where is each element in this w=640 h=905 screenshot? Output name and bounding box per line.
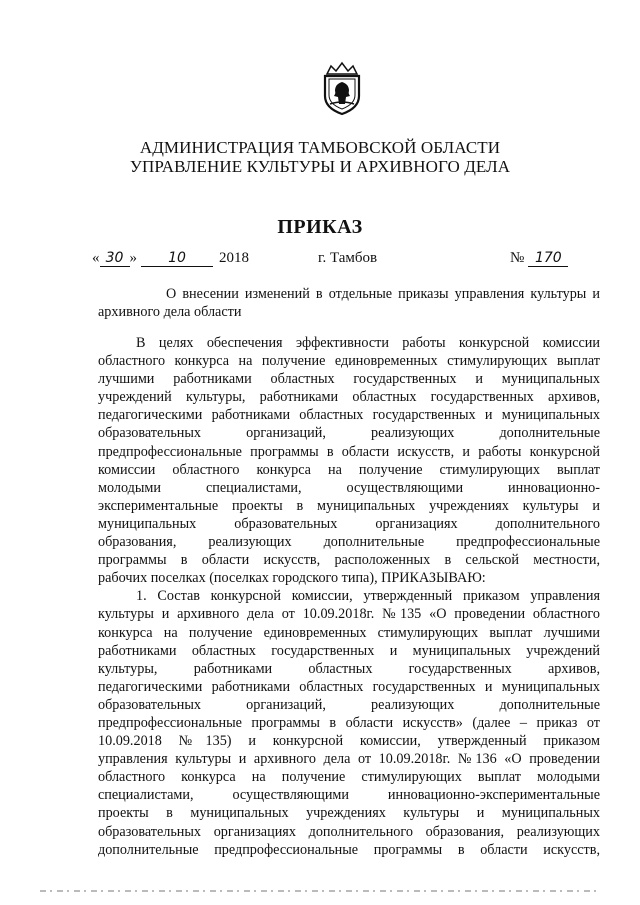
date-open-quote: « [92,250,100,266]
body-line: муниципальных образовательных организациях дополнительного [98,515,600,532]
body-line: предпрофессиональные программы в области искусств, и работы конкурсной [98,443,600,460]
body-line: экспериментальные проекты в муниципальных учреждениях культуры и [98,497,600,514]
body-line: предпрофессиональные программы в области искусств» (далее – приказ от [98,714,600,731]
tambov-coat-of-arms-icon [319,60,365,116]
date-close-quote: » [129,250,137,266]
org-name-line-1: АДМИНИСТРАЦИЯ ТАМБОВСКОЙ ОБЛАСТИ [139,138,501,157]
body-line: 10.09.2018 №135) и конкурсной комиссии, утвержденный приказом [98,733,600,750]
subject-line: О внесении изменений в отдельные приказы управления культуры и [166,286,600,302]
number-value: 170 [528,250,568,267]
body-line: программы в области искусств, расположенных в сельской местности, [98,552,600,569]
body-line: работниками областных государственных и муниципальных учреждений [98,642,600,659]
body-line: специалистами, осуществляющими инновационно-экспериментальные [98,787,600,804]
body-line: лучшими работниками областных государственных и муниципальных [98,371,600,388]
body-line: областного конкурса на получение стимулирующих выплат молодыми [98,769,600,786]
body-line: комиссии областного конкурса на получение стимулирующих выплат [98,461,600,478]
body-line: областного конкурса на получение единовременных стимулирующих выплат [98,353,600,370]
order-number [510,250,568,267]
body-line: культуры и архивного дела от 10.09.2018г. №135 «О проведении областного [98,606,600,623]
order-body [98,334,600,859]
body-line: В целях обеспечения эффективности работы конкурсной комиссии [136,335,600,351]
org-name-line-2: УПРАВЛЕНИЕ КУЛЬТУРЫ И АРХИВНОГО ДЕЛА [129,157,511,176]
scan-edge-mark [40,888,600,894]
document-title: ПРИКАЗ [277,216,363,238]
body-line: образования, реализующих дополнительные предпрофессиональные [98,534,600,551]
order-city: г. Тамбов [318,250,378,266]
body-line: образовательных организаций, реализующих дополнительные [98,696,600,713]
body-line: конкурса на получение единовременных стимулирующих выплат лучшими [98,624,600,641]
body-line: управления культуры и архивного дела от 10.09.2018г. №136 «О проведении [98,751,600,768]
body-line: рабочих поселках (поселках городского типа), ПРИКАЗЫВАЮ: [98,570,486,587]
body-line: педагогическими работниками областных государственных и муниципальных [98,407,600,424]
body-line: учреждений культуры, работниками областных государственных архивов, [98,389,600,406]
order-subject [98,285,600,321]
body-line: проекты в муниципальных учреждениях культуры и муниципальных [98,805,600,822]
body-line: дополнительные предпрофессиональные программы в области искусств, [98,841,600,858]
body-line: педагогическими работниками областных государственных и муниципальных [98,678,600,695]
number-label: № [510,250,525,266]
body-line: образовательных организациях дополнительного образования, реализующих [98,823,600,840]
order-date [92,250,249,267]
date-month: 10 [141,250,213,267]
body-line: молодыми специалистами, осуществляющими инновационно- [98,479,600,496]
body-line: культуры, работниками областных государственных архивов, [98,660,600,677]
body-line: образовательных организаций, реализующих дополнительные [98,425,600,442]
body-line: 1. Состав конкурсной комиссии, утвержденный приказом управления [136,588,600,605]
date-day: 30 [100,250,130,267]
subject-line: архивного дела области [98,304,242,321]
date-year: 2018 [219,250,249,266]
